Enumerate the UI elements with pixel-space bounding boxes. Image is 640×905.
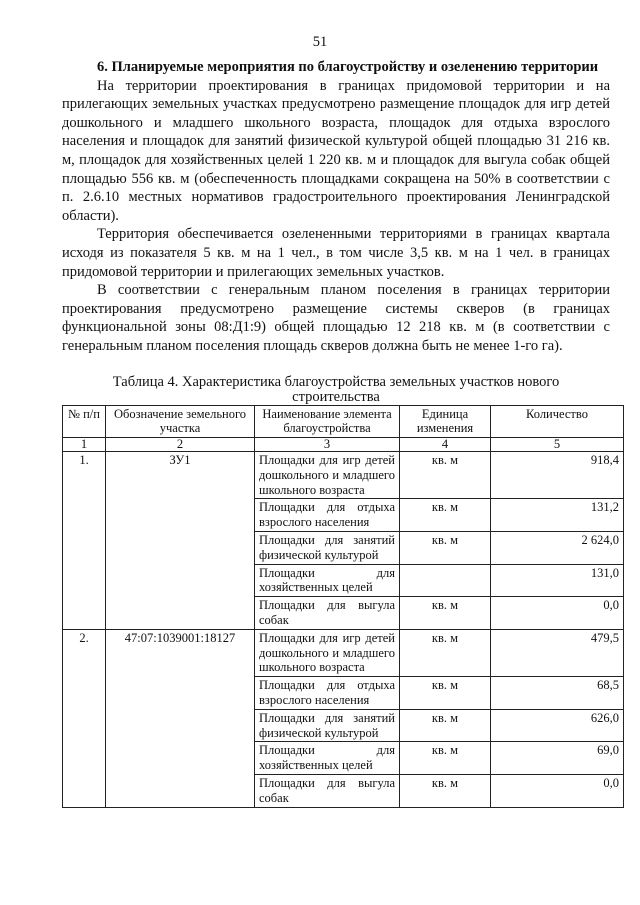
header-parcel: Обозначение земельного участка <box>106 405 255 438</box>
table-body <box>63 452 624 808</box>
document-body <box>62 58 619 808</box>
section-heading: 6. Планируемые мероприятия по благоустройству и озеленению территории <box>97 59 599 75</box>
element-name: Площадки для выгула собак <box>255 775 400 808</box>
parcel-designation: 47:07:1039001:18127 <box>106 629 255 807</box>
unit: кв. м <box>400 709 491 742</box>
unit: кв. м <box>400 629 491 676</box>
header-quantity: Количество <box>491 405 624 438</box>
element-name: Площадки для занятий физической культурой <box>255 532 400 565</box>
quantity: 2 624,0 <box>491 532 624 565</box>
unit: кв. м <box>400 597 491 630</box>
quantity: 479,5 <box>491 629 624 676</box>
element-name: Площадки для хозяйственных целей <box>255 564 400 597</box>
header-element: Наименование элемента благоустройства <box>255 405 400 438</box>
paragraph: На территории проектирования в границах придомовой территории и на прилегающих земельных участках предусмотрено размещение площадок для игр детей дошкольного и младшего школьного возраста, площадок для отдыха взрослого населения и площадок для занятий физической культурой общей площадью 31 216 кв. м, площадок для хозяйственных целей 1 220 кв. м и площадок для выгула собак общей площадью 556 кв. м (обеспеченность площадками сокращена на 50% в соответствии с п. 2.6.10 местных нормативов градостроительного проектирования Ленинградской области). <box>62 77 610 224</box>
unit <box>400 564 491 597</box>
unit: кв. м <box>400 677 491 710</box>
row-number: 1. <box>63 452 106 630</box>
header-unit: Единица изменения <box>400 405 491 438</box>
unit: кв. м <box>400 742 491 775</box>
column-index: 3 <box>255 438 400 452</box>
quantity: 0,0 <box>491 597 624 630</box>
quantity: 626,0 <box>491 709 624 742</box>
quantity: 0,0 <box>491 775 624 808</box>
landscaping-table <box>62 405 624 808</box>
element-name: Площадки для занятий физической культурой <box>255 709 400 742</box>
column-index: 5 <box>491 438 624 452</box>
table-header-row <box>63 405 624 438</box>
paragraph: В соответствии с генеральным планом поселения в границах территории проектирования предусмотрено размещение системы скверов (в границах функциональной зоны 08:Д1:9) общей площадью 12 218 кв. м (в соответствии с генеральным планом поселения площадь скверов должна быть не менее 1-го га). <box>62 282 610 354</box>
table-row <box>63 452 624 499</box>
unit: кв. м <box>400 499 491 532</box>
element-name: Площадки для хозяйственных целей <box>255 742 400 775</box>
page-number: 51 <box>312 34 328 50</box>
element-name: Площадки для игр детей дошкольного и младшего школьного возраста <box>255 629 400 676</box>
parcel-designation: ЗУ1 <box>106 452 255 630</box>
table-row <box>63 629 624 676</box>
column-index: 2 <box>106 438 255 452</box>
quantity: 69,0 <box>491 742 624 775</box>
quantity: 131,2 <box>491 499 624 532</box>
element-name: Площадки для игр детей дошкольного и младшего школьного возраста <box>255 452 400 499</box>
column-index-row <box>63 438 624 452</box>
quantity: 918,4 <box>491 452 624 499</box>
unit: кв. м <box>400 452 491 499</box>
column-index: 1 <box>63 438 106 452</box>
table-caption: Таблица 4. Характеристика благоустройства земельных участков нового строительства <box>112 373 560 405</box>
paragraph: Территория обеспечивается озелененными территориями в границах квартала исходя из показателя 5 кв. м на 1 чел., в том числе 3,5 кв. м на 1 чел. в границах придомовой территории и прилегающих земельных участков. <box>62 226 610 280</box>
row-number: 2. <box>63 629 106 807</box>
quantity: 68,5 <box>491 677 624 710</box>
quantity: 131,0 <box>491 564 624 597</box>
element-name: Площадки для отдыха взрослого населения <box>255 499 400 532</box>
unit: кв. м <box>400 775 491 808</box>
unit: кв. м <box>400 532 491 565</box>
column-index: 4 <box>400 438 491 452</box>
element-name: Площадки для отдыха взрослого населения <box>255 677 400 710</box>
header-number: № п/п <box>63 405 106 438</box>
element-name: Площадки для выгула собак <box>255 597 400 630</box>
